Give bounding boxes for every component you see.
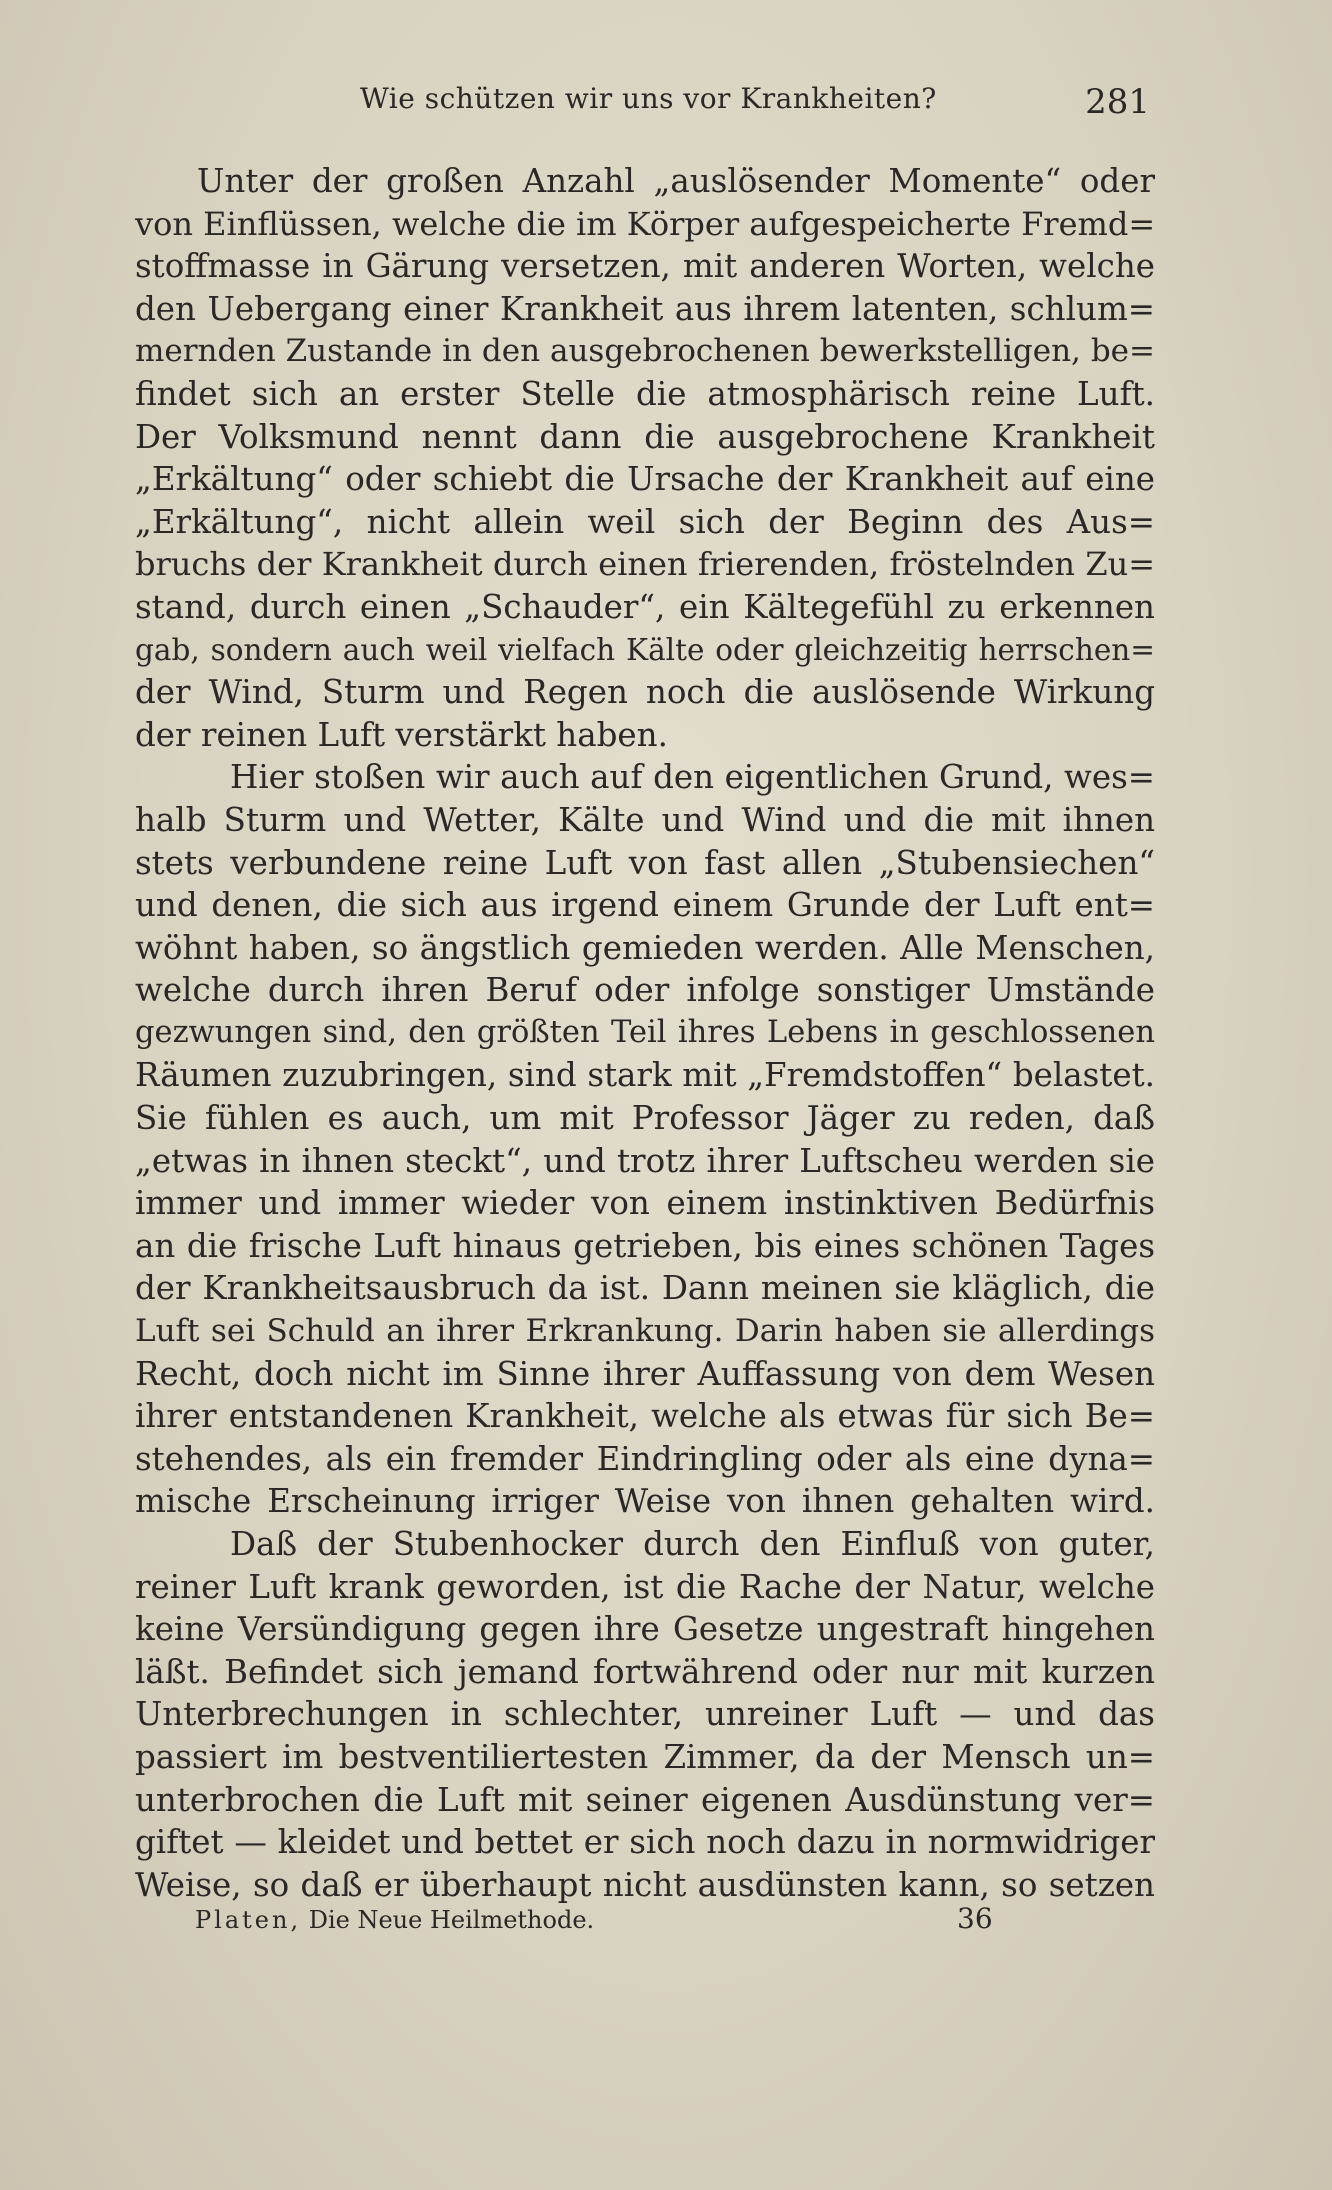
footer-book-title: Die Neue Heilmethode. — [308, 1906, 595, 1934]
text-line: giftet — kleidet und bettet er sich noch dazu in normwidriger — [135, 1823, 1155, 1862]
footer-imprint — [195, 1906, 594, 1934]
text-line: stoffmasse in Gärung versetzen, mit anderen Worten, welche — [135, 247, 1155, 286]
text-line: passiert im bestventiliertesten Zimmer, da der Mensch un= — [135, 1737, 1155, 1776]
text-line: gezwungen sind, den größten Teil ihres Lebens in geschlossenen — [135, 1014, 1155, 1050]
text-line: reiner Luft krank geworden, ist die Rache der Natur, welche — [135, 1567, 1155, 1606]
page-header — [130, 82, 1150, 132]
text-line: der reinen Luft verstärkt haben. — [135, 715, 668, 754]
text-line: mernden Zustande in den ausgebrochenen bewerkstelligen, be= — [135, 333, 1155, 370]
paragraph-3 — [135, 1523, 1155, 1906]
paragraph-2 — [135, 756, 1155, 1523]
text-line: den Uebergang einer Krankheit aus ihrem latenten, schlum= — [135, 289, 1155, 328]
text-line: der Wind, Sturm und Regen noch die auslösende Wirkung — [135, 673, 1155, 712]
text-line: gab, sondern auch weil vielfach Kälte oder gleichzeitig herrschen= — [135, 632, 1155, 667]
signature-mark: 36 — [957, 1902, 993, 1935]
text-line: „Erkältung“, nicht allein weil sich der Beginn des Aus= — [135, 502, 1155, 541]
text-line: unterbrochen die Luft mit seiner eigenen Ausdünstung ver= — [135, 1780, 1155, 1819]
text-line: mische Erscheinung irriger Weise von ihnen gehalten wird. — [135, 1482, 1155, 1521]
text-line: halb Sturm und Wetter, Kälte und Wind und die mit ihnen — [135, 800, 1155, 839]
text-line: an die frische Luft hinaus getrieben, bis eines schönen Tages — [135, 1226, 1155, 1265]
text-line: stehendes, als ein fremder Eindringling oder als eine dyna= — [135, 1439, 1155, 1478]
text-line: Recht, doch nicht im Sinne ihrer Auffassung von dem Wesen — [135, 1354, 1155, 1393]
page-body — [135, 160, 1155, 1906]
text-line: bruchs der Krankheit durch einen frierenden, fröstelnden Zu= — [135, 545, 1155, 584]
text-line: und denen, die sich aus irgend einem Grunde der Luft ent= — [135, 886, 1155, 925]
footer-author: Platen, — [195, 1906, 302, 1934]
text-line: ihrer entstandenen Krankheit, welche als etwas für sich Be= — [135, 1397, 1155, 1436]
text-line: „etwas in ihnen steckt“, und trotz ihrer Luftscheu werden sie — [135, 1141, 1155, 1180]
text-line: stand, durch einen „Schauder“, ein Kältegefühl zu erkennen — [135, 587, 1155, 626]
text-line: Daß der Stubenhocker durch den Einfluß von guter, — [230, 1525, 1155, 1563]
text-line: „Erkältung“ oder schiebt die Ursache der Krankheit auf eine — [135, 460, 1155, 499]
text-line: der Krankheitsausbruch da ist. Dann meinen sie kläglich, die — [135, 1269, 1155, 1308]
text-line: läßt. Befindet sich jemand fortwährend oder nur mit kurzen — [135, 1652, 1155, 1691]
paragraph-1 — [135, 160, 1155, 756]
text-line: findet sich an erster Stelle die atmosphärisch reine Luft. — [135, 374, 1155, 413]
text-line: Weise, so daß er überhaupt nicht ausdünsten kann, so setzen — [135, 1865, 1155, 1904]
text-line: wöhnt haben, so ängstlich gemieden werden. Alle Menschen, — [135, 928, 1155, 967]
text-line: Der Volksmund nennt dann die ausgebrochene Krankheit — [135, 417, 1155, 456]
text-line: Unter der großen Anzahl „auslösender Momente“ oder — [197, 162, 1155, 200]
text-line: Sie fühlen es auch, um mit Professor Jäger zu reden, daß — [135, 1099, 1155, 1138]
text-line: welche durch ihren Beruf oder infolge sonstiger Umstände — [135, 971, 1155, 1010]
text-line: stets verbundene reine Luft von fast allen „Stubensiechen“ — [135, 843, 1155, 882]
text-line: immer und immer wieder von einem instinktiven Bedürfnis — [135, 1184, 1155, 1223]
text-line: von Einflüssen, welche die im Körper aufgespeicherte Fremd= — [135, 204, 1155, 243]
running-title: Wie schützen wir uns vor Krankheiten? — [360, 82, 937, 115]
text-line: Luft sei Schuld an ihrer Erkrankung. Darin haben sie allerdings — [135, 1313, 1155, 1350]
page-footer — [195, 1902, 995, 1946]
page-number: 281 — [1085, 82, 1150, 122]
text-line: Räumen zuzubringen, sind stark mit „Fremdstoffen“ belastet. — [135, 1056, 1155, 1095]
text-line: keine Versündigung gegen ihre Gesetze ungestraft hingehen — [135, 1610, 1155, 1649]
text-line: Unterbrechungen in schlechter, unreiner Luft — und das — [135, 1695, 1155, 1734]
text-line: Hier stoßen wir auch auf den eigentlichen Grund, wes= — [230, 758, 1155, 797]
